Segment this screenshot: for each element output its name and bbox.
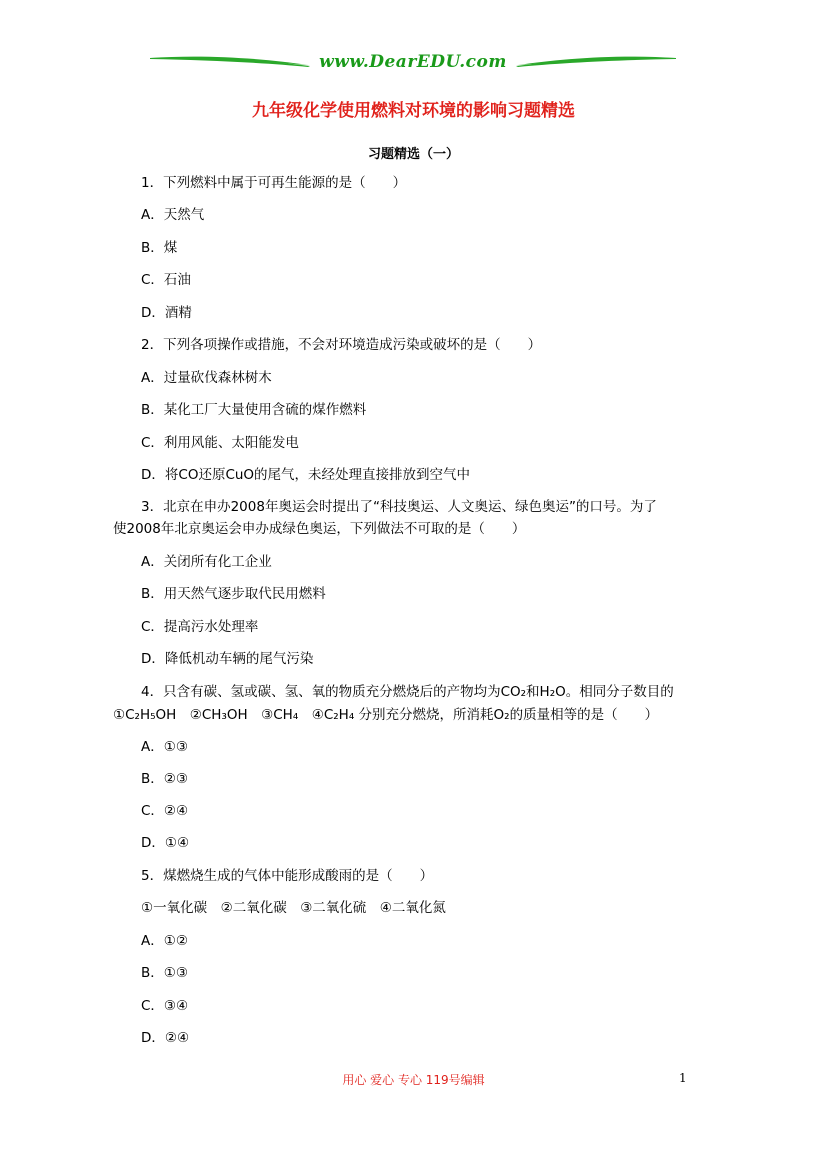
option-1b: B．煤 [141, 240, 178, 256]
question-3-line-2: 使2008年北京奥运会申办成绿色奥运，下列做法不可取的是（ ） [113, 521, 526, 537]
site-header [148, 50, 678, 76]
option-4b: B．②③ [141, 771, 188, 787]
question-1: 1．下列燃料中属于可再生能源的是（ ） [141, 175, 407, 191]
question-5-choices: ①一氧化碳 ②二氧化碳 ③二氧化硫 ④二氧化氮 [141, 900, 446, 916]
option-5c: C．③④ [141, 998, 189, 1014]
option-3c: C．提高污水处理率 [141, 619, 259, 635]
page-footer: 用心 爱心 专心 119号编辑 [342, 1073, 485, 1087]
option-2d: D．将CO还原CuO的尾气，未经处理直接排放到空气中 [141, 467, 471, 483]
option-3d: D．降低机动车辆的尾气污染 [141, 651, 314, 667]
option-5a: A．①② [141, 933, 188, 949]
option-2c: C．利用风能、太阳能发电 [141, 435, 299, 451]
site-logo-text: www.DearEDU.com [319, 52, 507, 72]
question-2: 2．下列各项操作或措施，不会对环境造成污染或破坏的是（ ） [141, 337, 542, 353]
section-title: 习题精选（一） [367, 147, 459, 162]
option-5d: D．②④ [141, 1030, 190, 1046]
document-title: 九年级化学使用燃料对环境的影响习题精选 [252, 101, 575, 121]
option-1a: A．天然气 [141, 207, 205, 223]
option-3a: A．关闭所有化工企业 [141, 554, 272, 570]
option-3b: B．用天然气逐步取代民用燃料 [141, 586, 326, 602]
page-number: 1 [679, 1071, 687, 1085]
option-1c: C．石油 [141, 272, 191, 288]
option-2b: B．某化工厂大量使用含硫的煤作燃料 [141, 402, 367, 418]
question-4-line-2: ①C₂H₅OH ②CH₃OH ③CH₄ ④C₂H₄ 分别充分燃烧，所消耗O₂的质量相等的是（ ） [113, 707, 659, 723]
option-4d: D．①④ [141, 835, 190, 851]
question-3-line-1: 3．北京在申办2008年奥运会时提出了“科技奥运、人文奥运、绿色奥运”的口号。为了 [141, 499, 657, 515]
option-4a: A．①③ [141, 739, 188, 755]
option-1d: D．酒精 [141, 305, 192, 321]
option-2a: A．过量砍伐森林树木 [141, 370, 272, 386]
option-4c: C．②④ [141, 803, 189, 819]
option-5b: B．①③ [141, 965, 188, 981]
question-4-line-1: 4．只含有碳、氢或碳、氢、氧的物质充分燃烧后的产物均为CO₂和H₂O。相同分子数目的 [141, 684, 674, 700]
question-5: 5．煤燃烧生成的气体中能形成酸雨的是（ ） [141, 868, 434, 884]
